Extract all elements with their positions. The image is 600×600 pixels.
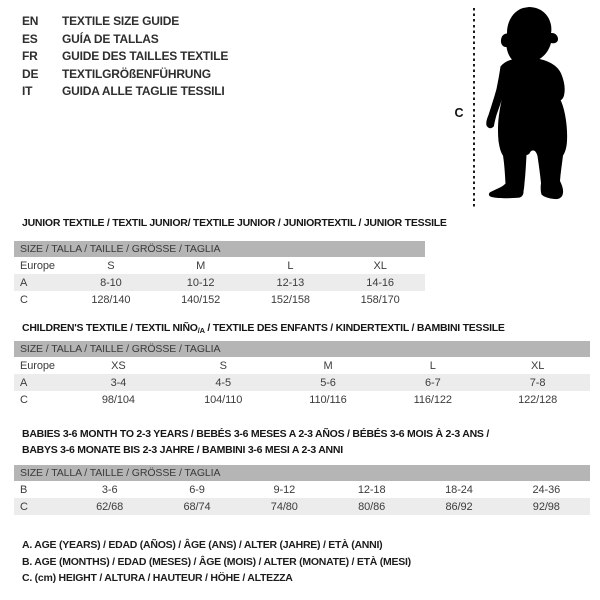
lang-code: ES xyxy=(22,31,38,46)
cell: 104/110 xyxy=(204,393,243,406)
cell: 68/74 xyxy=(183,500,211,513)
cell: 12-18 xyxy=(357,483,386,496)
cell: 6-7 xyxy=(424,376,441,389)
row-label: A xyxy=(20,276,28,289)
cell: 158/170 xyxy=(360,293,400,306)
cell: 6-9 xyxy=(189,483,205,496)
cell: 62/68 xyxy=(96,500,124,513)
table-row-europe xyxy=(14,257,425,274)
table-row-age xyxy=(14,274,425,291)
table-row-height xyxy=(14,291,425,308)
row-label: C xyxy=(20,293,28,306)
cell: 24-36 xyxy=(532,483,561,496)
cell: 18-24 xyxy=(445,483,473,496)
table-header-bar: SIZE / TALLA / TAILLE / GRÖSSE / TAGLIA xyxy=(14,341,590,357)
cell: L xyxy=(429,359,436,372)
lang-code: EN xyxy=(22,14,39,28)
cell: 122/128 xyxy=(518,393,558,406)
footnote-height: C. (cm) HEIGHT / ALTURA / HAUTEUR / HÖHE / ALTEZZA xyxy=(22,572,293,584)
cell: XS xyxy=(111,359,126,372)
title-text: / TEXTILE DES ENFANTS / KINDERTEXTIL / BAMBINI TESSILE xyxy=(204,322,505,334)
cell: S xyxy=(107,259,115,272)
lang-row-fr xyxy=(22,48,228,66)
cell: 92/98 xyxy=(532,500,560,513)
lang-title: TEXTILGRÖßENFÜHRUNG xyxy=(62,66,211,81)
junior-section-title: JUNIOR TEXTILE / TEXTIL JUNIOR/ TEXTILE JUNIOR / JUNIORTEXTIL / JUNIOR TESSILE xyxy=(22,217,447,229)
cell: 74/80 xyxy=(270,500,298,513)
cell: 5-6 xyxy=(320,376,336,389)
row-label: Europe xyxy=(20,259,55,272)
language-title-list xyxy=(22,13,228,101)
height-measure-dashed-line xyxy=(473,8,475,207)
children-size-table xyxy=(14,341,590,408)
cell: 7-8 xyxy=(529,376,546,389)
cell: S xyxy=(219,359,227,372)
cell: 14-16 xyxy=(366,276,394,289)
title-line: BABIES 3-6 MONTH TO 2-3 YEARS / BEBÉS 3-6 MESES A 2-3 AÑOS / BÉBÉS 3-6 MOIS À 2-3 ANS / xyxy=(22,428,490,440)
lang-code: FR xyxy=(22,49,38,64)
row-label: C xyxy=(20,500,28,513)
babies-size-table xyxy=(14,465,590,515)
cell: 4-5 xyxy=(215,376,231,389)
cell: 12-13 xyxy=(276,276,305,289)
lang-title: GUÍA DE TALLAS xyxy=(62,31,159,46)
cell: 98/104 xyxy=(101,393,135,406)
lang-title: GUIDE DES TAILLES TEXTILE xyxy=(62,49,229,64)
cell: 3-4 xyxy=(110,376,127,389)
footnote-age-months: B. AGE (MONTHS) / EDAD (MESES) / ÂGE (MOIS) / ALTER (MONATE) / ETÀ (MESI) xyxy=(22,555,411,568)
row-label: B xyxy=(20,483,28,496)
cell: 86/92 xyxy=(445,500,473,513)
row-label: A xyxy=(20,376,28,389)
row-label: Europe xyxy=(20,359,55,372)
lang-row-de xyxy=(22,66,228,84)
lang-code: DE xyxy=(22,66,39,81)
table-row-height xyxy=(14,498,590,515)
cell: 152/158 xyxy=(270,293,310,306)
junior-size-table xyxy=(14,241,425,308)
lang-row-es xyxy=(22,31,228,49)
cell: 10-12 xyxy=(186,276,215,289)
row-label: C xyxy=(20,393,28,406)
footnote-legend xyxy=(22,537,411,587)
toddler-silhouette-icon xyxy=(478,5,578,205)
lang-title: TEXTILE SIZE GUIDE xyxy=(62,14,180,28)
cell: 128/140 xyxy=(91,293,131,306)
height-measure-label: C xyxy=(454,106,464,120)
table-row-europe xyxy=(14,357,590,374)
babies-section-title xyxy=(22,426,492,458)
cell: XL xyxy=(530,359,545,372)
cell: L xyxy=(287,259,294,272)
title-line: BABYS 3-6 MONATE BIS 2-3 JAHRE / BAMBINI 3-6 MESI A 2-3 ANNI xyxy=(22,444,343,456)
lang-row-en xyxy=(22,13,228,31)
cell: 8-10 xyxy=(100,276,122,289)
cell: 110/116 xyxy=(309,393,347,406)
cell: M xyxy=(323,359,333,372)
table-row-age-months xyxy=(14,481,590,498)
table-row-height xyxy=(14,391,590,408)
cell: XL xyxy=(373,259,387,272)
lang-code: IT xyxy=(22,84,33,99)
table-header-bar: SIZE / TALLA / TAILLE / GRÖSSE / TAGLIA xyxy=(14,241,425,257)
footnote-age-years: A. AGE (YEARS) / EDAD (AÑOS) / ÂGE (ANS) / ALTER (JAHRE) / ETÀ (ANNI) xyxy=(22,539,383,551)
table-header-bar: SIZE / TALLA / TAILLE / GRÖSSE / TAGLIA xyxy=(14,465,590,481)
cell: 116/122 xyxy=(413,393,452,406)
lang-row-it xyxy=(22,83,228,101)
title-text: CHILDREN'S TEXTILE / TEXTIL NIÑO xyxy=(22,322,198,334)
cell: 140/152 xyxy=(181,293,221,306)
cell: M xyxy=(196,259,206,272)
children-section-title xyxy=(22,320,505,339)
table-row-age xyxy=(14,374,590,391)
cell: 9-12 xyxy=(273,483,296,496)
cell: 3-6 xyxy=(101,483,118,496)
title-subscript: /A xyxy=(197,326,205,335)
lang-title: GUIDA ALLE TAGLIE TESSILI xyxy=(62,84,225,99)
cell: 80/86 xyxy=(358,500,386,513)
